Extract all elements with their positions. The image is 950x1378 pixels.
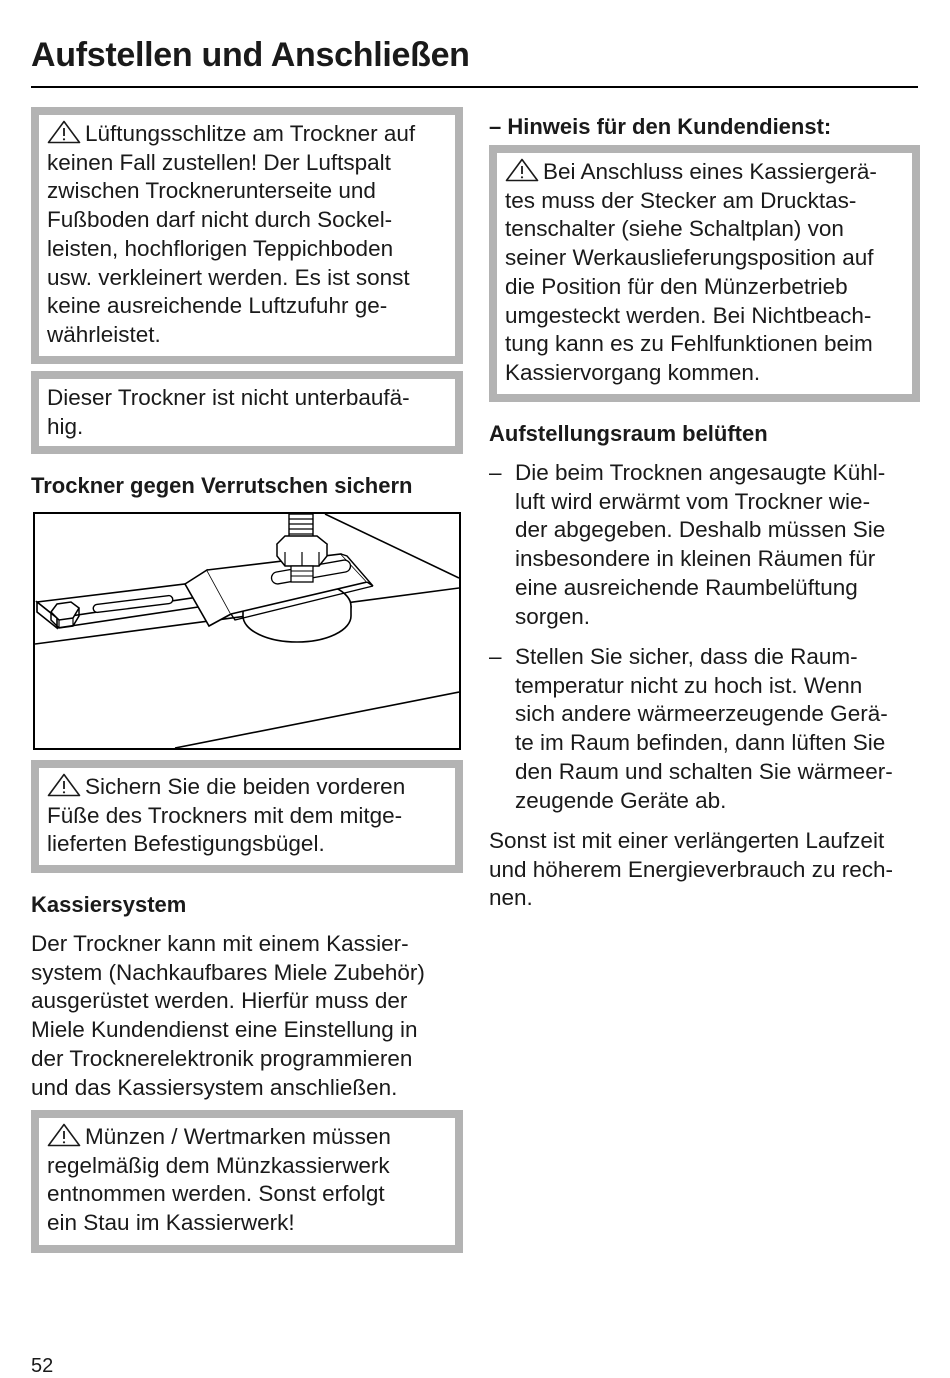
- warning-service-line: Bei Anschluss eines Kassiergerä-: [543, 159, 877, 184]
- paragraph-line: Der Trockner kann mit einem Kassier-: [31, 931, 409, 956]
- section-heading-ventilate: Aufstellungsraum belüften: [489, 421, 768, 446]
- page-number: 52: [31, 1355, 54, 1377]
- note-underbuild-line: hig.: [47, 413, 84, 439]
- bullet-line: luft wird erwärmt vom Trockner wie-: [515, 488, 871, 514]
- bullet-item: [489, 643, 920, 816]
- warning-triangle-icon: [47, 1123, 81, 1147]
- warning-box-vent: [31, 107, 463, 364]
- bullet-item: [489, 459, 920, 632]
- warning-feet-line: Füße des Trockners mit dem mitge-: [47, 802, 403, 828]
- warning-service-line: umgesteckt werden. Bei Nichtbeach-: [505, 302, 872, 328]
- warning-service-line: die Position für den Münzerbetrieb: [505, 273, 848, 299]
- bullet-line: den Raum und schalten Sie wärmeer-: [515, 758, 893, 784]
- warning-box-coins: [31, 1110, 463, 1253]
- warning-service-line: seiner Werkauslieferungsposition auf: [505, 245, 874, 271]
- warning-box-feet: [31, 760, 463, 873]
- section-heading-secure: Trockner gegen Verrutschen sichern: [31, 473, 413, 498]
- paragraph-line: system (Nachkaufbares Miele Zubehör): [31, 959, 425, 985]
- warning-vent-line: Fußboden darf nicht durch Sockel-: [47, 207, 393, 233]
- paragraph-line: nen.: [489, 885, 533, 911]
- mounting-bracket-illustration: [35, 514, 459, 748]
- bracket-figure: [33, 512, 461, 750]
- section-heading-cashier: Kassiersystem: [31, 892, 187, 917]
- warning-service-line: tes muss der Stecker am Drucktas-: [505, 187, 857, 213]
- warning-coins-line: regelmäßig dem Münzkassierwerk: [47, 1152, 390, 1178]
- warning-vent-line: keinen Fall zustellen! Der Luftspalt: [47, 149, 391, 175]
- warning-vent-line: usw. verkleinert werden. Es ist sonst: [47, 264, 410, 290]
- warning-coins-line: entnommen werden. Sonst erfolgt: [47, 1181, 385, 1207]
- warning-vent-line: keine ausreichende Luftzufuhr ge-: [47, 293, 388, 319]
- bullet-dash: –: [489, 460, 502, 485]
- bullet-dash: –: [489, 644, 502, 669]
- bullet-line: Die beim Trocknen angesaugte Kühl-: [515, 460, 886, 485]
- warning-triangle-icon: [47, 773, 81, 797]
- warning-vent-line: leisten, hochflorigen Teppichboden: [47, 235, 394, 261]
- paragraph-line: der Trocknerelektronik programmieren: [31, 1045, 413, 1071]
- bullet-line: te im Raum befinden, dann lüften Sie: [515, 730, 886, 756]
- warning-vent-line: Lüftungsschlitze am Trockner auf: [85, 121, 416, 146]
- paragraph-line: und höherem Energieverbrauch zu rech-: [489, 856, 893, 882]
- warning-feet-line: Sichern Sie die beiden vorderen: [85, 774, 406, 799]
- title-divider: [31, 86, 918, 88]
- warning-triangle-icon: [47, 120, 81, 144]
- paragraph-line: ausgerüstet werden. Hierfür muss der: [31, 988, 408, 1014]
- bullet-line: sorgen.: [515, 603, 591, 629]
- warning-triangle-icon: [505, 158, 539, 182]
- warning-service-line: tenschalter (siehe Schaltplan) von: [505, 216, 844, 242]
- warning-coins-line: Münzen / Wertmarken müssen: [85, 1124, 391, 1149]
- warning-vent-line: zwischen Trocknerunterseite und: [47, 178, 376, 204]
- bullet-line: temperatur nicht zu hoch ist. Wenn: [515, 672, 863, 698]
- warning-service-line: Kassiervorgang kommen.: [505, 359, 761, 385]
- bullet-line: insbesondere in kleinen Räumen für: [515, 546, 876, 572]
- warning-vent-line: währleistet.: [47, 321, 161, 347]
- paragraph-closing: [489, 827, 893, 913]
- bullet-line: sich andere wärmeerzeugende Gerä-: [515, 701, 888, 727]
- paragraph-line: Sonst ist mit einer verlängerten Laufzeit: [489, 828, 885, 853]
- page-title: Aufstellen und Anschließen: [31, 36, 470, 74]
- warning-service-line: tung kann es zu Fehlfunktionen beim: [505, 331, 873, 357]
- note-underbuild-line: Dieser Trockner ist nicht unterbaufä-: [47, 385, 410, 410]
- paragraph-line: Miele Kundendienst eine Einstellung in: [31, 1017, 418, 1043]
- bullet-line: eine ausreichende Raumbelüftung: [515, 574, 858, 600]
- bullet-line: der abgegeben. Deshalb müssen Sie: [515, 517, 886, 543]
- bullet-line: Stellen Sie sicher, dass die Raum-: [515, 644, 858, 669]
- paragraph-line: und das Kassiersystem anschließen.: [31, 1074, 398, 1100]
- section-heading-service: – Hinweis für den Kundendienst:: [489, 114, 832, 139]
- warning-box-service: [489, 145, 920, 402]
- warning-coins-line: ein Stau im Kassierwerk!: [47, 1210, 295, 1236]
- warning-feet-line: lieferten Befestigungsbügel.: [47, 831, 325, 857]
- bullet-line: zeugende Geräte ab.: [515, 787, 727, 813]
- paragraph-cashier: [31, 930, 425, 1102]
- note-box-underbuild: [31, 371, 463, 454]
